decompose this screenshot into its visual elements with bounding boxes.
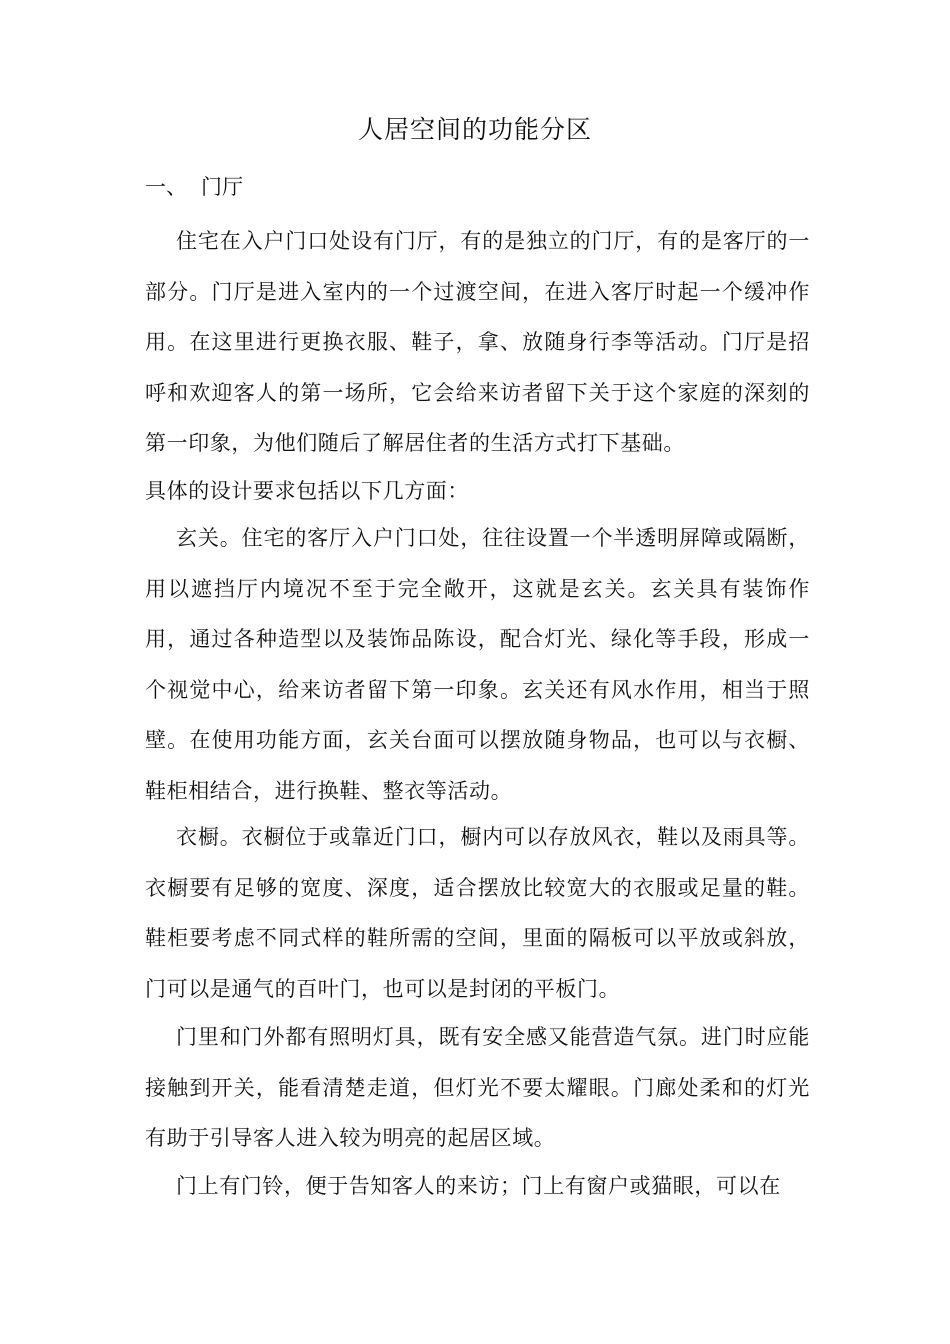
section-title: 门厅: [201, 175, 243, 199]
document-title: 人居空间的功能分区: [357, 115, 592, 144]
paragraph-lighting: 门里和门外都有照明灯具，既有安全感又能营造气氛。进门时应能接触到开关，能看清楚走道，但灯光不要太耀眼。门廊处柔和的灯光有助于引导客人进入较为明亮的起居区域。: [145, 1025, 810, 1150]
paragraph-xuanguan: 玄关。住宅的客厅入户门口处，往往设置一个半透明屏障或隔断，用以遮挡厅内境况不至于完全敞开，这就是玄关。玄关具有装饰作用，通过各种造型以及装饰品陈设，配合灯光、绿化等手段，形成一个视觉中心，给来访者留下第一印象。玄关还有风水作用，相当于照壁。在使用功能方面，玄关台面可以摆放随身物品，也可以与衣橱、鞋柜相结合，进行换鞋、整衣等活动。: [145, 526, 810, 803]
section-heading: [145, 171, 243, 203]
paragraph-intro: 住宅在入户门口处设有门厅，有的是独立的门厅，有的是客厅的一部分。门厅是进入室内的一个过渡空间，在进入客厅时起一个缓冲作用。在这里进行更换衣服、鞋子，拿、放随身行李等活动。门厅是招呼和欢迎客人的第一场所，它会给来访者留下关于这个家庭的深刻的第一印象，为他们随后了解居住者的生活方式打下基础。: [145, 229, 810, 455]
section-number: 一、: [145, 175, 187, 199]
paragraph-requirements-lead: 具体的设计要求包括以下几方面：: [145, 479, 469, 503]
paragraph-doorbell: 门上有门铃，便于告知客人的来访；门上有窗户或猫眼，可以在: [176, 1174, 781, 1198]
paragraph-wardrobe: 衣橱。衣橱位于或靠近门口，橱内可以存放风衣，鞋以及雨具等。衣橱要有足够的宽度、深度，适合摆放比较宽大的衣服或足量的鞋。鞋柜要考虑不同式样的鞋所需的空间，里面的隔板可以平放或斜放，门可以是通气的百叶门，也可以是封闭的平板门。: [145, 825, 810, 1001]
